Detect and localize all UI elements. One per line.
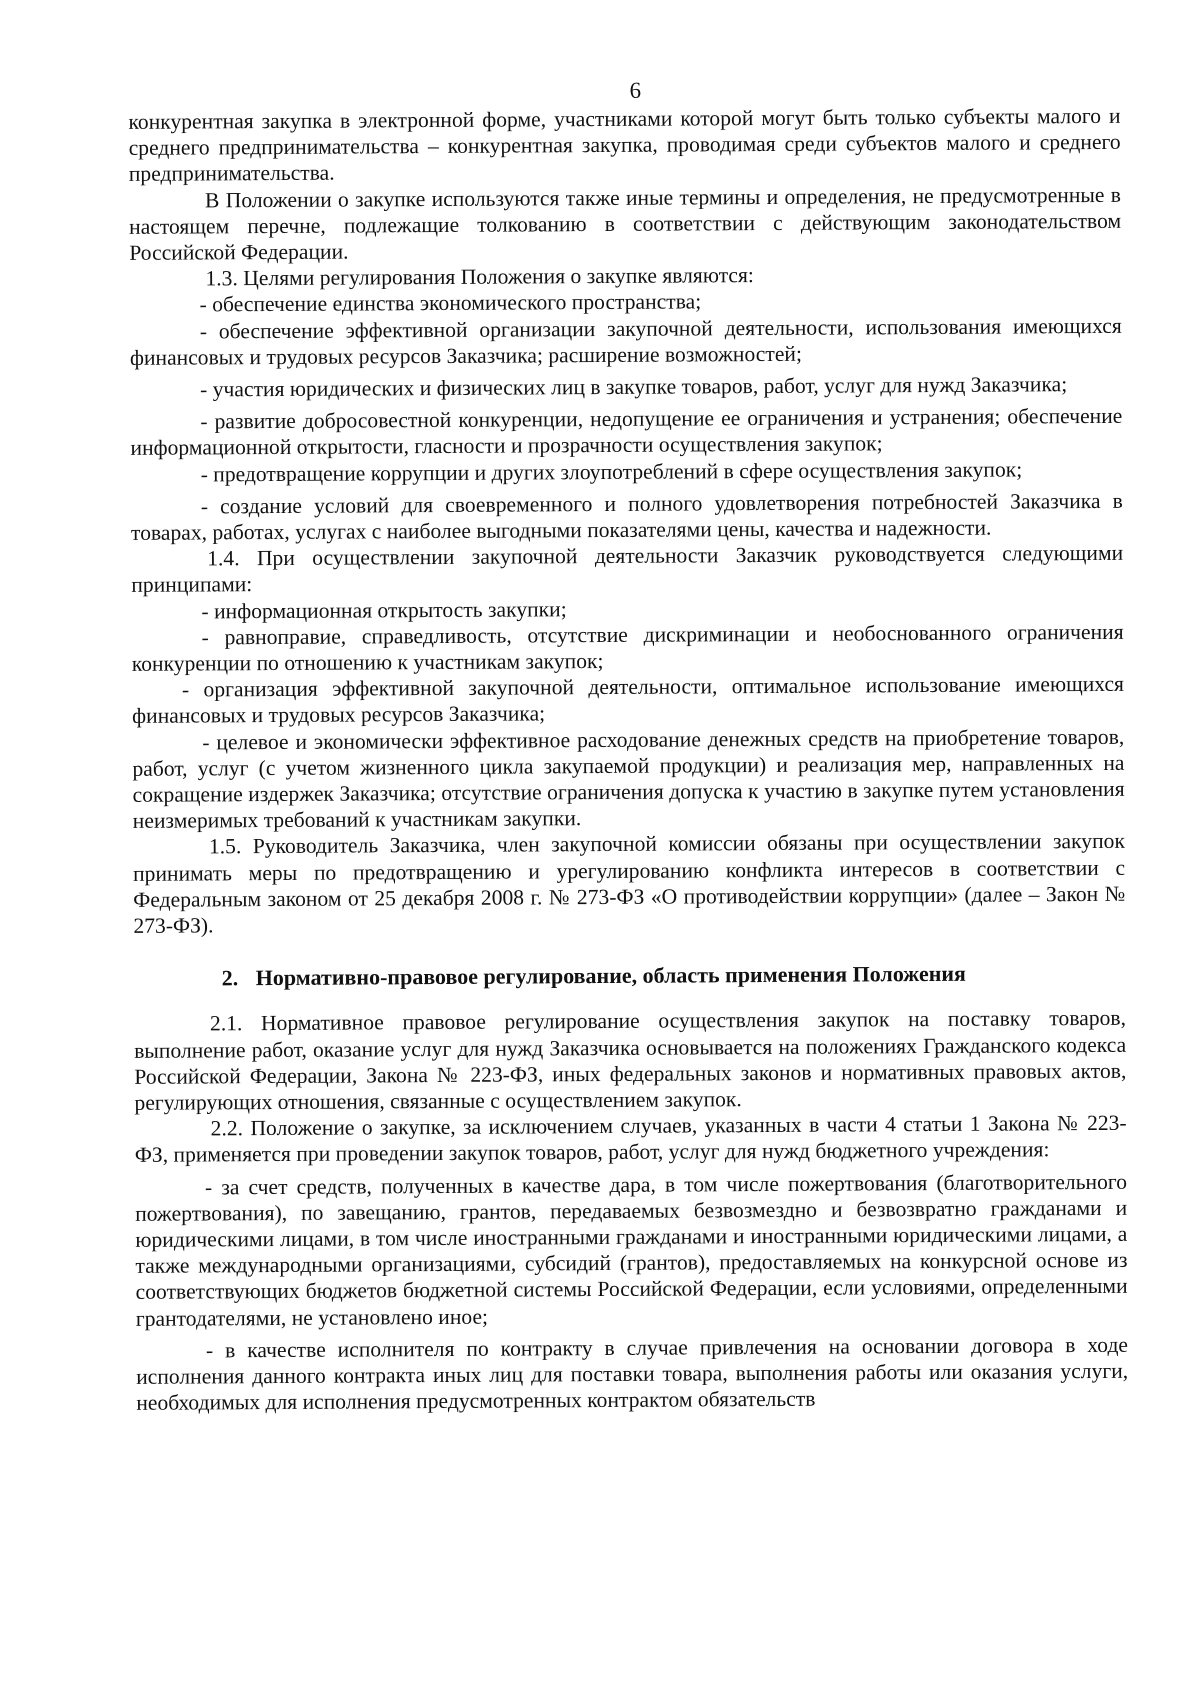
section-2-title: Нормативно-правовое регулирование, область применения Положения (255, 961, 967, 991)
list-item: - целевое и экономически эффективное расходование денежных средств на приобретение товаров, работ, услуг (с учетом жизненного цикла закупаемой продукции) и реализация мер, направленных на сокращение издержек Заказчика; отсутствие ограничения допуска к участию в закупке путем установления неизмеримых требований к участникам закупки. (132, 724, 1125, 834)
paragraph: 1.3. Целями регулирования Положения о закупке являются: (205, 263, 754, 291)
section-2-number: 2. (221, 965, 239, 991)
list-item: - информационная открытость закупки; (201, 596, 567, 624)
section-2-heading (222, 959, 1126, 993)
list-item: - в качестве исполнителя по контракту в случае привлечения на основании договора в ходе исполнения данного контракта иных лиц для поставки товара, выполнения работы или оказания услуги, необходимых для исполнения предусмотренных контрактом обязательств (136, 1332, 1129, 1415)
list-item: - участия юридических и физических лиц в закупке товаров, работ, услуг для нужд Заказчика; (200, 372, 1068, 402)
list-item: - за счет средств, полученных в качестве дара, в том числе пожертвования (благотворительного пожертвования), по завещанию, грантов, передаваемых безвозмездно и безвозвратно гражданами и юридическими лицами, в том числе иностранными гражданами и иностранными юридическими лицами, а также международными организациями, субсидий (грантов), предоставляемых на конкурсной основе из соответствующих бюджетов бюджетной системы Российской Федерации, если условиями, определенными грантодателями, не установлено иное; (135, 1169, 1128, 1331)
paragraph: 2.1. Нормативное правовое регулирование осуществления закупок на поставку товаров, выполнение работ, оказание услуг для нужд Заказчика основывается на положениях Гражданского кодекса Российской Федерации, Закона № 223-ФЗ, иных федеральных законов и нормативных правовых актов, регулирующих отношения, связанные с осуществлением закупок. (134, 1006, 1127, 1115)
paragraph: В Положении о закупке используются также иные термины и определения, не предусмотренные в настоящем перечне, подлежащие толкованию в соответствии с действующим законодательством Российской Федерации. (129, 182, 1122, 265)
page-number: 6 (629, 77, 642, 103)
paragraph: 2.2. Положение о закупке, за исключением случаев, указанных в части 4 статьи 1 Закона № 223-ФЗ, применяется при проведении закупок товаров, работ, услуг для нужд бюджетного учреждения: (134, 1110, 1127, 1168)
paragraph: 1.5. Руководитель Заказчика, член закупочной комиссии обязаны при осуществлении закупок принимать меры по предотвращению и урегулированию конфликта интересов в соответствии с Федеральным законом от 25 декабря 2008 г. № 273-ФЗ «О противодействии коррупции» (далее – Закон № 273-ФЗ). (133, 829, 1126, 938)
section-1-body (128, 103, 1125, 939)
list-item: - создание условий для своевременного и полного удовлетворения потребностей Заказчика в товарах, работах, услугах с наиболее выгодными показателями цены, качества и надежности. (130, 488, 1123, 545)
paragraph: 1.4. При осуществлении закупочной деятельности Заказчик руководствуется следующими принципами: (131, 541, 1124, 598)
section-2-body (134, 1005, 1128, 1416)
list-item: - обеспечение единства экономического пространства; (199, 289, 702, 317)
list-item: - равноправие, справедливость, отсутствие дискриминации и необоснованного ограничения конкуренции по отношению к участникам закупок; (131, 619, 1124, 676)
list-item: - развитие добросовестной конкуренции, недопущение ее ограничения и устранения; обеспечение информационной открытости, гласности и прозрачности осуществления закупок; (130, 404, 1123, 461)
paragraph: конкурентная закупка в электронной форме, участниками которой могут быть только субъекты малого и среднего предпринимательства – конкурентная закупка, проводимая среди субъектов малого и среднего предпринимательства. (128, 103, 1121, 187)
list-item: - организация эффективной закупочной деятельности, оптимальное использование имеющихся финансовых и трудовых ресурсов Заказчика; (132, 672, 1125, 729)
list-item: - предотвращение коррупции и других злоупотреблений в сфере осуществления закупок; (200, 457, 1023, 487)
list-item: - обеспечение эффективной организации закупочной деятельности, использования имеющихся финансовых и трудовых ресурсов Заказчика; расширение возможностей; (129, 313, 1122, 370)
